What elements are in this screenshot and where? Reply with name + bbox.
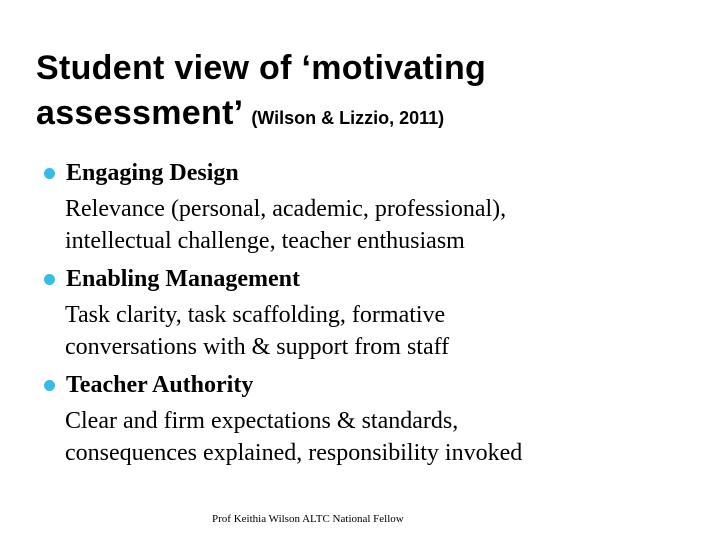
list-item-enabling-management <box>44 261 684 363</box>
title-line-2 <box>36 91 696 141</box>
description-line: Clear and firm expectations & standards, <box>65 408 459 434</box>
bullet-heading: Teacher Authority <box>66 372 254 398</box>
bullet-heading-row <box>44 261 684 297</box>
bullet-dot-icon <box>44 168 55 179</box>
bullet-description <box>44 193 684 257</box>
bullet-heading: Engaging Design <box>66 160 239 186</box>
description-line: Task clarity, task scaffolding, formative <box>65 302 446 328</box>
bullet-heading-row <box>44 367 684 403</box>
list-item-teacher-authority <box>44 367 684 469</box>
slide-title <box>36 46 696 141</box>
slide-footer: Prof Keithia Wilson ALTC National Fellow <box>212 513 404 525</box>
title-citation: (Wilson & Lizzio, 2011) <box>251 108 445 128</box>
description-line: intellectual challenge, teacher enthusiasm <box>65 228 465 254</box>
bullet-dot-icon <box>44 380 55 391</box>
bullet-list <box>44 155 684 473</box>
description-line: Relevance (personal, academic, professional), <box>65 196 507 222</box>
description-line: conversations with & support from staff <box>65 334 450 360</box>
bullet-heading: Enabling Management <box>66 266 301 292</box>
bullet-heading-row <box>44 155 684 191</box>
bullet-dot-icon <box>44 274 55 285</box>
title-line-2-text: assessment’ <box>36 94 242 132</box>
list-item-engaging-design <box>44 155 684 257</box>
bullet-description <box>44 299 684 363</box>
bullet-description <box>44 405 684 469</box>
title-line-1: Student view of ‘motivating <box>36 49 487 87</box>
description-line: consequences explained, responsibility invoked <box>65 440 523 466</box>
